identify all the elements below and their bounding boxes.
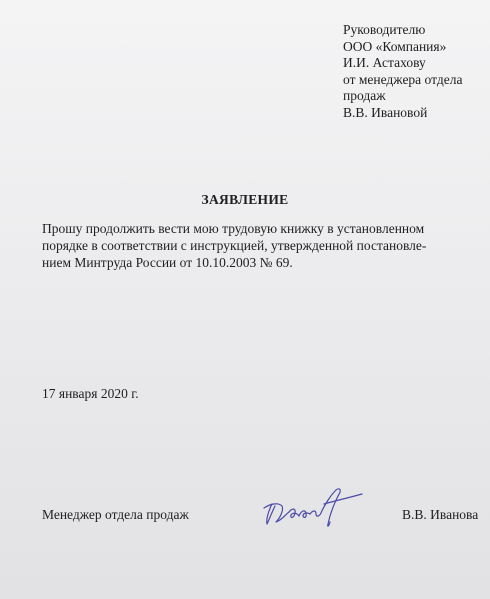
addressee-line: от менеджера отдела: [343, 71, 463, 87]
body-line: Прошу продолжить вести мою трудовую книжку в установленном: [42, 221, 425, 236]
addressee-line: ООО «Компания»: [343, 38, 447, 54]
addressee-block: [343, 22, 462, 121]
signer-name: В.В. Иванова: [402, 507, 479, 522]
document-date: 17 января 2020 г.: [42, 386, 139, 401]
body-line: нием Минтруда России от 10.10.2003 № 69.: [42, 255, 293, 270]
addressee-line: В.В. Ивановой: [343, 104, 428, 120]
addressee-line: продаж: [343, 88, 386, 103]
addressee-line: Руководителю: [343, 22, 426, 37]
body-line: порядке в соответствии с инструкцией, утвержденной постановле-: [42, 238, 427, 253]
addressee-line: И.И. Астахову: [343, 55, 426, 70]
document-body: [42, 220, 426, 271]
document-title: ЗАЯВЛЕНИЕ: [201, 192, 289, 207]
handwritten-signature: [258, 482, 370, 530]
signer-position: Менеджер отдела продаж: [42, 507, 189, 522]
